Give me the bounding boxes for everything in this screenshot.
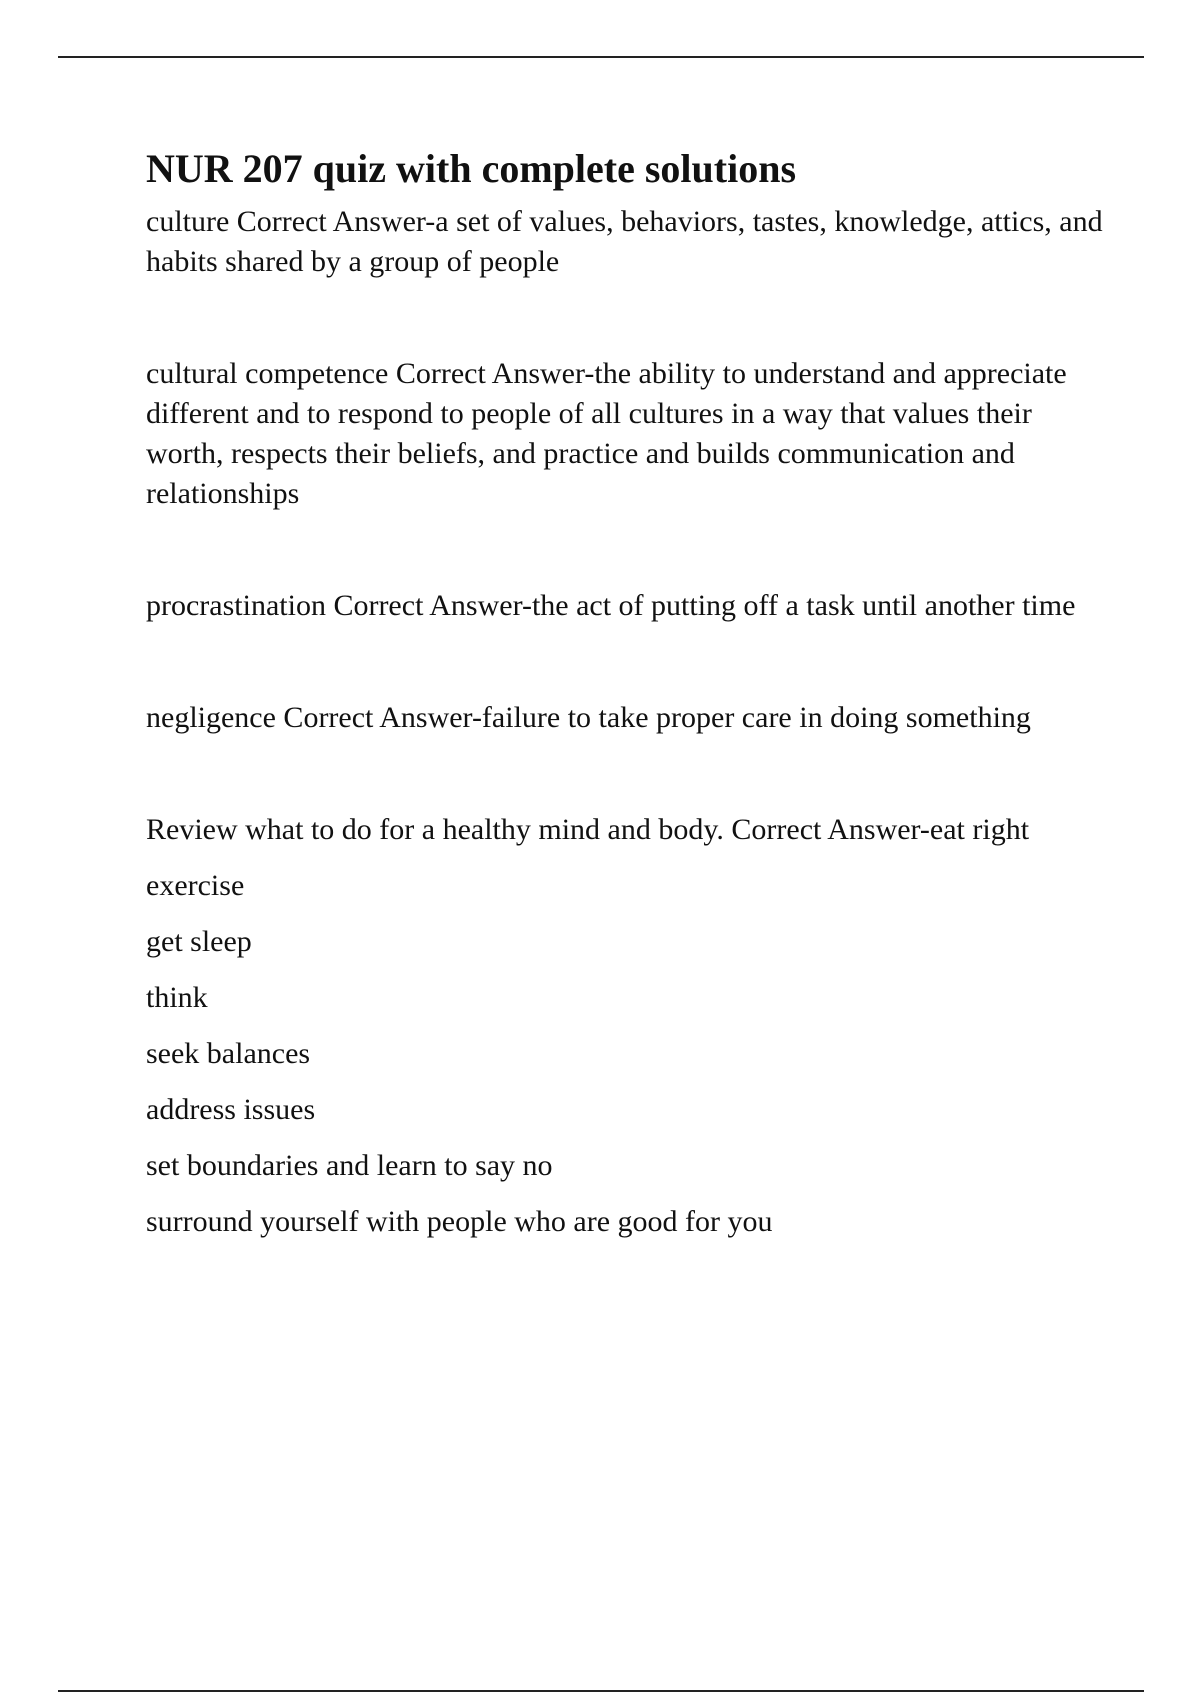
document-page [146,140,1106,1258]
list-item-think: think [146,981,208,1014]
bottom-divider [58,1690,1144,1692]
list-item-set-boundaries: set boundaries and learn to say no [146,1149,553,1182]
list-item-get-sleep: get sleep [146,925,252,958]
entry-negligence: negligence Correct Answer-failure to take proper care in doing something [146,701,1031,734]
entry-culture: culture Correct Answer-a set of values, behaviors, tastes, knowledge, attics, and habits shared by a group of people [146,205,1103,278]
list-item-surround-yourself: surround yourself with people who are good for you [146,1205,773,1238]
entry-cultural-competence: cultural competence Correct Answer-the ability to understand and appreciate different and to respond to people of all cultures in a way that values their worth, respects their beliefs, and practice and builds communication and relationships [146,357,1067,510]
list-item-exercise: exercise [146,869,245,902]
list-item-seek-balances: seek balances [146,1037,311,1070]
entry-procrastination: procrastination Correct Answer-the act of putting off a task until another time [146,589,1076,622]
list-item-address-issues: address issues [146,1093,316,1126]
page-title: NUR 207 quiz with complete solutions [146,146,797,191]
top-divider [58,56,1144,58]
entry-healthy-mind-body: Review what to do for a healthy mind and body. Correct Answer-eat right [146,813,1030,846]
